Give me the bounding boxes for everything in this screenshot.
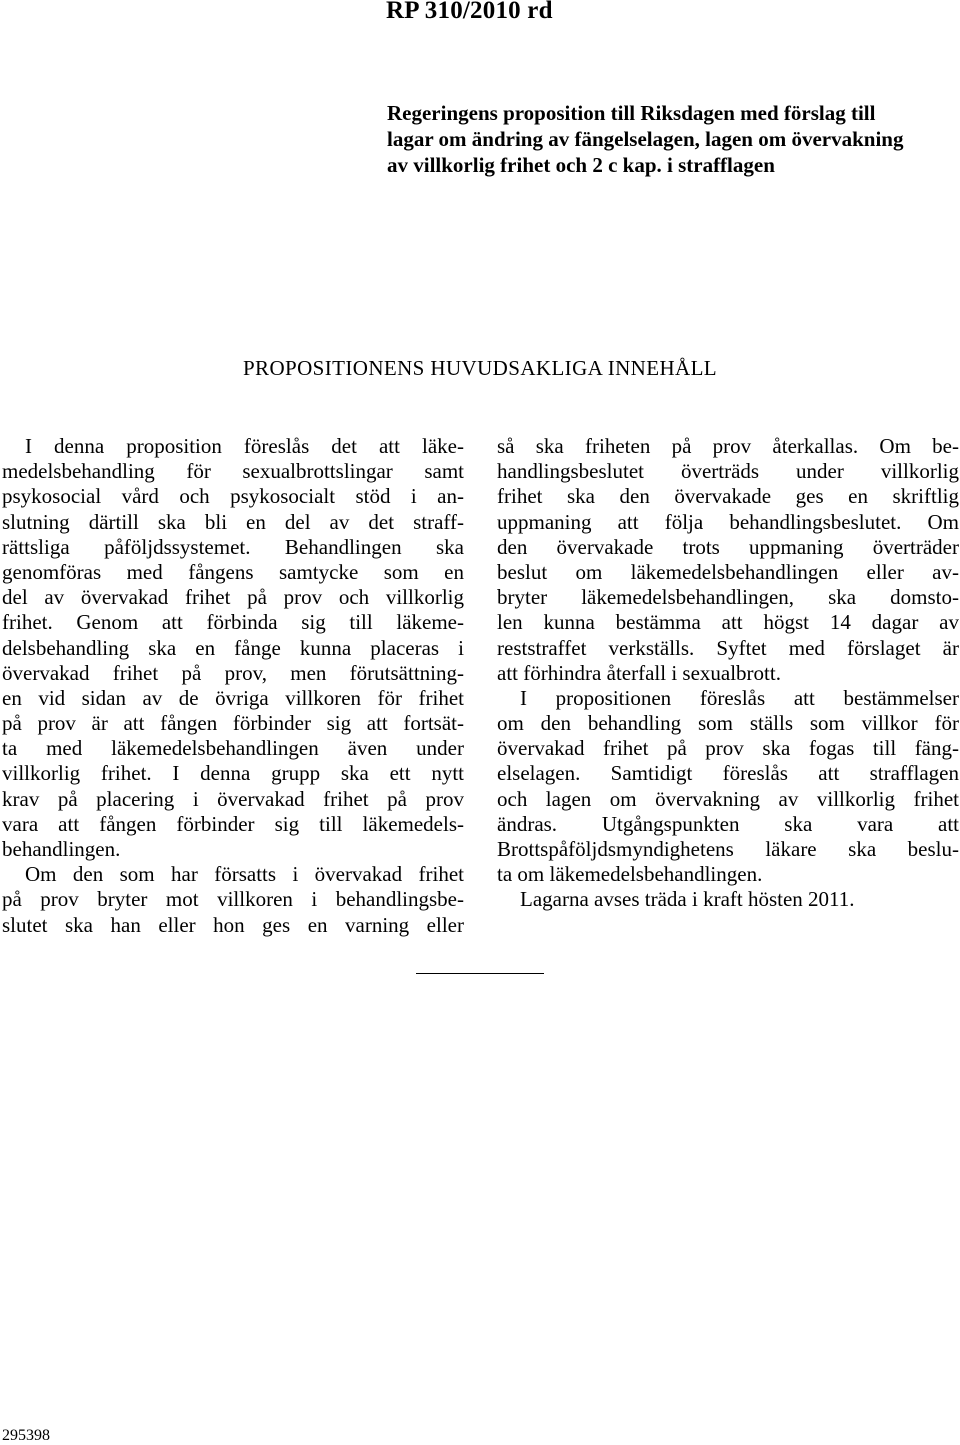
text-line: frihet. Genom att förbinda sig till läkeme- [2,610,464,635]
text-line: ta med läkemedelsbehandlingen även under [2,736,464,761]
section-heading: PROPOSITIONENS HUVUDSAKLIGA INNEHÅLL [242,356,718,380]
text-line: genomföras med fångens samtycke som en [2,559,464,584]
text-line: len kunna bestämma att högst 14 dagar av [497,610,959,635]
text-line: en vid sidan av de övriga villkoren för frihet [2,685,464,710]
text-line: handlingsbeslutet överträds under villkorlig [497,459,959,484]
title-line: Regeringens proposition till Riksdagen med förslag till [387,101,876,125]
text-line: att förhindra återfall i sexualbrott. [497,660,781,685]
text-line: elselagen. Samtidigt föreslås att strafflagen [497,761,959,786]
text-line: I propositionen föreslås att bestämmelser [520,685,959,710]
text-line: villkorlig frihet. I denna grupp ska ett nytt [2,761,464,786]
text-line: och lagen om övervakning av villkorlig frihet [497,786,959,811]
text-line: vara att fången förbinder sig till läkemedels- [2,811,464,836]
proposition-title [387,100,959,178]
text-line: övervakad frihet på prov ska fogas till fäng- [497,736,959,761]
left-text-column [2,434,464,938]
text-line: den övervakade trots uppmaning överträder [497,534,959,559]
text-line: så ska friheten på prov återkallas. Om be- [497,434,959,458]
text-line: uppmaning att följa behandlingsbeslutet. Om [497,509,959,534]
text-line: slutning därtill ska bli en del av det straff- [2,509,464,534]
text-line: ändras. Utgångspunkten ska vara att [497,811,959,836]
title-line: lagar om ändring av fängelselagen, lagen om övervakning [387,127,904,151]
document-id: RP 310/2010 rd [386,0,553,24]
text-line: delsbehandling ska en fånge kunna placeras i [2,635,464,660]
text-line: psykosocial vård och psykosocialt stöd i an- [2,484,464,509]
text-line: ta om läkemedelsbehandlingen. [497,862,763,887]
text-line: om den behandling som ställs som villkor för [497,711,959,736]
text-line: Lagarna avses träda i kraft hösten 2011. [520,887,855,912]
text-line: behandlingen. [2,837,121,861]
right-text-column [497,434,959,913]
text-line: rättsliga påföljdssystemet. Behandlingen ska [2,534,464,559]
text-line: på prov är att fången förbinder sig att fortsät- [2,711,464,736]
text-line: medelsbehandling för sexualbrottslingar samt [2,459,464,484]
text-line: frihet ska den övervakade ges en skriftlig [497,484,959,509]
text-line: I denna proposition föreslås det att läke- [25,434,464,458]
text-line: slutet ska han eller hon ges en varning eller [2,912,464,937]
text-line: på prov bryter mot villkoren i behandlingsbe- [2,887,464,912]
text-line: reststraffet verkställs. Syftet med förslaget är [497,635,959,660]
text-line: Brottspåföljdsmyndighetens läkare ska beslu- [497,837,959,861]
text-line: bryter läkemedelsbehandlingen, ska domsto- [497,585,959,610]
text-line: del av övervakad frihet på prov och villkorlig [2,585,464,610]
text-line: krav på placering i övervakad frihet på prov [2,786,464,811]
title-line: av villkorlig frihet och 2 c kap. i strafflagen [387,153,775,177]
text-line: beslut om läkemedelsbehandlingen eller av- [497,559,959,584]
text-line: övervakad frihet på prov, men förutsättning- [2,660,464,685]
document-number: 295398 [2,1427,50,1444]
text-line: Om den som har försatts i övervakad frihet [25,862,464,887]
section-divider [416,973,544,974]
